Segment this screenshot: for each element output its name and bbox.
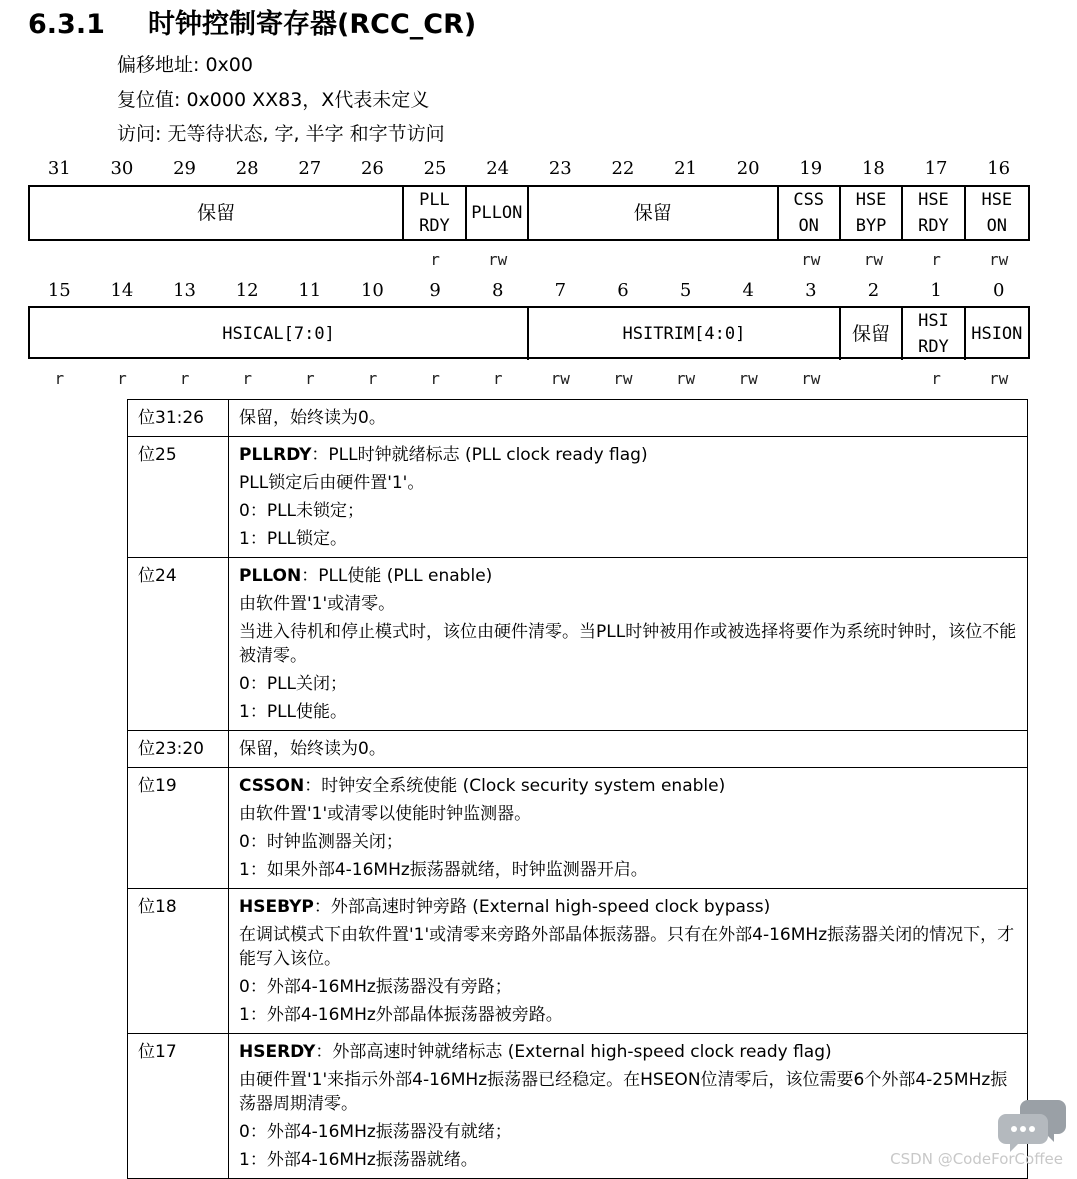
section-number: 6.3.1 [28, 9, 105, 40]
register-field: HSION [971, 324, 1023, 344]
description-line: 0：时钟监测器关闭； [239, 832, 403, 852]
access-type [529, 250, 592, 269]
bit-number: 3 [805, 280, 817, 301]
description-line: 1：PLL使能。 [239, 702, 348, 722]
bit-number: 21 [674, 158, 698, 179]
bit-range: 位25 [128, 437, 229, 558]
bit-number: 15 [47, 280, 71, 301]
register-field: CSS ON [779, 187, 841, 239]
field-title: ：PLL时钟就绪标志 (PLL clock ready flag) [311, 445, 648, 465]
bit-number: 18 [861, 158, 885, 179]
access-type: rw [863, 250, 884, 269]
description-line: 1：外部4-16MHz振荡器就绪。 [239, 1150, 478, 1170]
access-type: rw [989, 369, 1009, 388]
register-field: 保留 [841, 308, 903, 360]
bit-number: 13 [173, 280, 197, 301]
register-field: HSITRIM[4:0] [529, 308, 841, 360]
access-type: rw [801, 369, 821, 388]
bit-range: 位19 [128, 768, 229, 889]
bit-description [229, 558, 1028, 731]
description-line: 由软件置'1'或清零以使能时钟监测器。 [239, 804, 532, 824]
register-field: PLL RDY [404, 187, 466, 239]
bit-number: 9 [429, 280, 441, 301]
access-type [28, 250, 91, 269]
bit-number: 5 [679, 280, 692, 301]
section-title [28, 2, 476, 41]
register-field: HSE RDY [903, 187, 965, 239]
field-name: PLLRDY [239, 445, 312, 465]
access-type: r [54, 369, 65, 388]
table-row [128, 558, 1028, 731]
register-title: 时钟控制寄存器(RCC_CR) [148, 9, 477, 40]
access-type: rw [801, 250, 821, 269]
access-type: r [117, 369, 127, 388]
offset-address: 偏移地址: 0x00 [117, 54, 253, 76]
bit-number: 25 [423, 158, 447, 179]
access-type: r [242, 369, 252, 388]
bit-number: 22 [611, 158, 635, 179]
register-field: HSE BYP [841, 187, 903, 239]
bit-number: 6 [617, 280, 629, 301]
description-line: 0：外部4-16MHz振荡器没有旁路； [239, 977, 512, 997]
register-fields-high [28, 185, 1030, 241]
table-row [128, 400, 1028, 437]
register-field: 保留 [529, 187, 779, 239]
description-line: PLL锁定后由硬件置'1'。 [239, 473, 425, 493]
table-row [128, 889, 1028, 1034]
bit-description-table [127, 399, 1028, 1179]
access-type: r [430, 369, 440, 388]
bit-description [229, 889, 1028, 1034]
bit-number: 19 [799, 158, 823, 179]
field-title: ：时钟安全系统使能 (Clock security system enable) [304, 776, 726, 796]
register-field: PLLON [467, 187, 529, 239]
field-name: PLLON [239, 566, 302, 586]
description-line: 由硬件置'1'来指示外部4-16MHz振荡器已经稳定。在HSEON位清零后，该位需要6个外部4-25MHz振荡器周期清零。 [239, 1070, 1008, 1114]
bit-description [229, 731, 1028, 768]
field-title: ：PLL使能 (PLL enable) [301, 566, 493, 586]
access-type [654, 250, 717, 269]
register-field: HSE ON [981, 190, 1013, 236]
bit-number: 20 [736, 158, 760, 179]
bit-number: 27 [298, 158, 322, 179]
bit-number: 12 [235, 280, 259, 301]
bit-number: 7 [554, 280, 567, 301]
chat-bubble-icon [998, 1094, 1068, 1154]
bit-description [229, 768, 1028, 889]
access-type: rw [488, 250, 508, 269]
field-name: CSSON [239, 776, 305, 796]
bit-number: 26 [360, 158, 384, 179]
bit-number: 16 [987, 158, 1011, 179]
register-field: 保留 [30, 187, 404, 239]
access-type [341, 250, 404, 269]
field-title: ：外部高速时钟就绪标志 (External high-speed clock ready flag) [315, 1042, 832, 1062]
access-type: rw [550, 369, 570, 388]
bit-range: 位24 [128, 558, 229, 731]
bit-range: 位31:26 [128, 400, 229, 437]
description-line: 0：PLL未锁定； [239, 501, 365, 521]
access-type: r [492, 369, 503, 388]
register-fields-low [28, 306, 1030, 359]
field-name: HSERDY [239, 1042, 316, 1062]
field-title: ：外部高速时钟旁路 (External high-speed clock bypass) [313, 897, 771, 917]
bit-number: 30 [110, 158, 134, 179]
access-types-low [28, 369, 1030, 388]
bit-range: 位18 [128, 889, 229, 1034]
description-line: 0：PLL关闭； [239, 674, 348, 694]
access-type: rw [738, 369, 758, 388]
table-row [128, 437, 1028, 558]
access-type: r [931, 250, 941, 269]
csdn-watermark: CSDN @CodeForCoffee [890, 1150, 1063, 1168]
bit-number: 17 [924, 158, 948, 179]
bit-number: 11 [298, 280, 322, 301]
bit-number: 10 [360, 280, 384, 301]
access-type: rw [675, 369, 696, 388]
access-info: 访问: 无等待状态, 字, 半字 和字节访问 [117, 123, 445, 145]
access-type: rw [613, 369, 633, 388]
description-line: 1：外部4-16MHz外部晶体振荡器被旁路。 [239, 1005, 563, 1025]
bit-numbers-high [28, 158, 1030, 179]
access-type: r [304, 369, 315, 388]
access-type: r [367, 369, 378, 388]
bit-numbers-low [28, 280, 1030, 301]
access-types-high [28, 250, 1030, 269]
bit-number: 1 [930, 280, 942, 301]
description-line: 保留，始终读为0。 [239, 408, 386, 428]
access-type [842, 369, 905, 388]
access-type [153, 250, 216, 269]
bit-number: 8 [491, 280, 504, 301]
field-name: HSEBYP [239, 897, 314, 917]
access-type: r [430, 250, 440, 269]
register-field: HSICAL[7:0] [30, 308, 529, 360]
access-type [216, 250, 279, 269]
bit-number: 23 [548, 158, 572, 179]
bit-number: 28 [235, 158, 259, 179]
access-type [91, 250, 154, 269]
table-row [128, 768, 1028, 889]
description-line: 1：PLL锁定。 [239, 529, 348, 549]
access-type [717, 250, 780, 269]
description-line: 保留，始终读为0。 [239, 739, 386, 759]
bit-number: 14 [110, 280, 134, 301]
access-type [592, 250, 655, 269]
bit-description [229, 400, 1028, 437]
bit-description [229, 437, 1028, 558]
register-field: HSI RDY [903, 308, 965, 360]
access-type: rw [989, 250, 1009, 269]
bit-number: 0 [992, 280, 1005, 301]
description-line: 当进入待机和停止模式时，该位由硬件清零。当PLL时钟被用作或被选择将要作为系统时钟时，该位不能被清零。 [239, 622, 1017, 666]
description-line: 由软件置'1'或清零。 [239, 594, 396, 614]
description-line: 0：外部4-16MHz振荡器没有就绪； [239, 1122, 512, 1142]
reset-value: 复位值: 0x000 XX83，X代表未定义 [117, 89, 430, 111]
description-line: 1：如果外部4-16MHz振荡器就绪，时钟监测器开启。 [239, 860, 648, 880]
description-line: 在调试模式下由软件置'1'或清零来旁路外部晶体振荡器。只有在外部4-16MHz振荡器关闭的情况下，才能写入该位。 [239, 925, 1015, 969]
bit-range: 位23:20 [128, 731, 229, 768]
bit-number: 4 [742, 280, 754, 301]
access-type [279, 250, 342, 269]
bit-number: 2 [867, 280, 880, 301]
access-type: r [931, 369, 941, 388]
bit-number: 24 [486, 158, 510, 179]
bit-number: 29 [173, 158, 197, 179]
access-type: r [179, 369, 190, 388]
bit-range: 位17 [128, 1034, 229, 1179]
bit-number: 31 [47, 158, 71, 179]
table-row [128, 731, 1028, 768]
